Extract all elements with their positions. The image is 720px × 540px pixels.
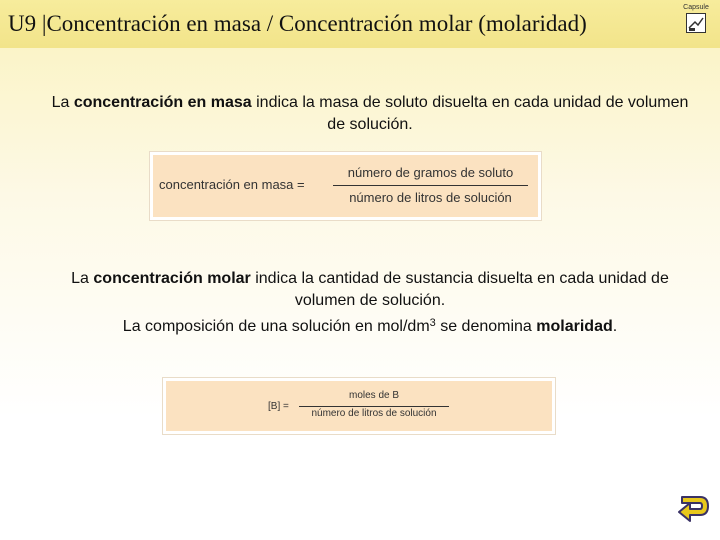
logo xyxy=(683,4,709,38)
molar-bold-term: concentración molar xyxy=(93,270,251,287)
formula-denominator: número de litros de solución xyxy=(311,408,437,419)
return-arrow-icon xyxy=(676,490,712,526)
molar-line2-before: La composición de una solución en mol/dm xyxy=(122,318,430,335)
mass-concentration-description xyxy=(50,92,690,136)
molar-line1-before: La xyxy=(71,270,94,287)
formula-numerator: moles de B xyxy=(348,390,400,401)
formula-denominator: número de litros de solución xyxy=(349,190,512,205)
logo-icon xyxy=(686,13,706,33)
return-button[interactable] xyxy=(676,490,712,526)
mass-text-after: indica la masa de soluto disuelta en cada unidad de volumen de solución. xyxy=(251,94,689,133)
molar-concentration-description xyxy=(50,268,690,338)
slide-title: U9 |Concentración en masa / Concentración molar (molaridad) xyxy=(8,11,587,36)
slide-header xyxy=(0,0,720,48)
molar-exponent: 3 xyxy=(429,317,436,329)
slide-content xyxy=(0,48,720,540)
mass-concentration-formula xyxy=(150,152,541,220)
molarity-formula xyxy=(163,378,555,434)
molarity-term: molaridad xyxy=(536,318,613,335)
fraction-bar xyxy=(333,185,528,186)
molar-line2-end: . xyxy=(612,318,618,335)
formula-lhs: concentración en masa = xyxy=(159,177,305,192)
fraction-bar xyxy=(299,406,449,407)
logo-text: Capsule xyxy=(683,4,709,11)
molar-line2-middle: se denomina xyxy=(435,318,537,335)
molar-line1-after: indica la cantidad de sustancia disuelta en cada unidad de volumen de solución. xyxy=(250,270,669,309)
formula-lhs: [B] = xyxy=(268,401,289,412)
mass-bold-term: concentración en masa xyxy=(73,94,252,111)
mass-text-before: La xyxy=(51,94,74,111)
formula-numerator: número de gramos de soluto xyxy=(347,165,514,180)
